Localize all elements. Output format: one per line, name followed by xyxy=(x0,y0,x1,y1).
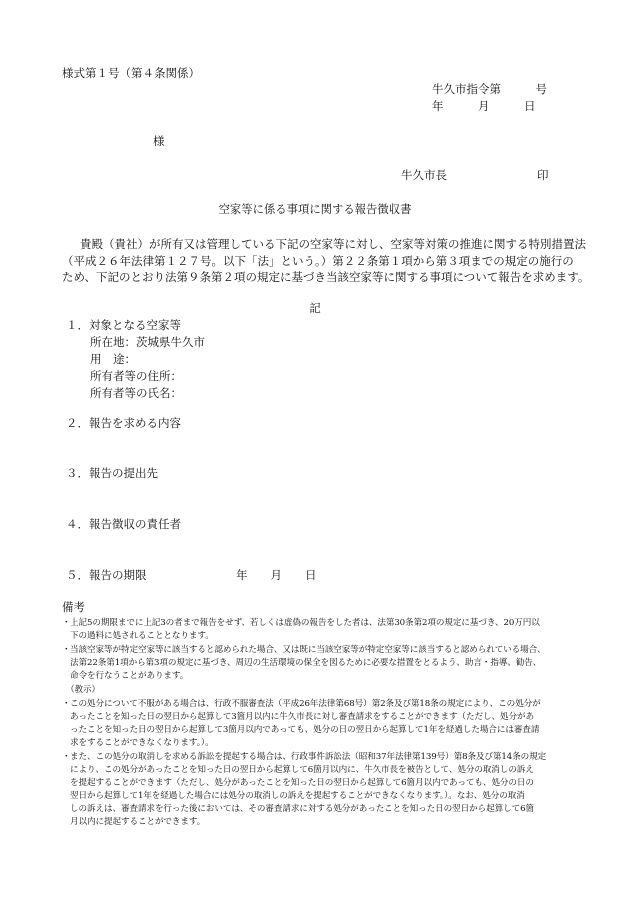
remark-line: 翌日から起算して1年を経過した場合には処分の取消しの訴えを提起することができなくなります。）。なお、処分の取消 xyxy=(70,791,525,801)
issue-date: 年 月 日 xyxy=(432,99,536,113)
remark-line: あったことを知った日の翌日から起算して3箇月以内に牛久市長に対し審査請求をすることができます（ただし、処分があ xyxy=(70,712,534,722)
deadline-date: 年 月 日 xyxy=(236,568,317,582)
remark-line: ったことを知った日の翌日から起算して3箇月以内であっても、処分の日の翌日から起算して1年を経過した場合には審査請 xyxy=(70,725,540,735)
document-number: 牛久市指令第 号 xyxy=(432,82,547,96)
remark-line: 求をすることができなくなります。）。 xyxy=(70,738,214,748)
bullet-mark: ・ xyxy=(62,699,71,709)
property-use: 用 途： xyxy=(90,352,136,366)
document-title: 空家等に係る事項に関する報告徴収書 xyxy=(218,202,412,216)
remark-line: 月以内に提起することができます。 xyxy=(70,817,206,827)
remark-line: を提起することができます（ただし、処分があったことを知った日の翌日から起算して6箇月以内であっても、処分の日の xyxy=(70,778,534,788)
item-target-property: １．対象となる空家等 xyxy=(66,318,181,332)
owner-name: 所有者等の氏名： xyxy=(90,386,182,400)
remarks-heading: 備考 xyxy=(62,600,85,614)
form-number: 様式第１号（第４条関係） xyxy=(62,66,200,80)
seal-mark: 印 xyxy=(537,168,549,182)
body-line: 貴殿（貴社）が所有又は管理している下記の空家等に対し、空家等対策の推進に関する特別措置法 xyxy=(80,237,586,251)
ki-heading: 記 xyxy=(309,301,321,315)
remark-line: 当該空家等が特定空家等に該当すると認められた場合、又は既に当該空家等が特定空家等に該当すると認められている場合、 xyxy=(70,645,546,655)
addressee-honorific: 様 xyxy=(153,134,165,148)
bullet-mark: ・ xyxy=(62,752,71,762)
item-responsible-person: ４．報告徴収の責任者 xyxy=(66,517,181,531)
remark-line: により、この処分があったことを知った日の翌日から起算して6箇月以内に、牛久市長を被告として、処分の取消しの訴え xyxy=(70,765,534,775)
bullet-mark: ・ xyxy=(62,645,71,655)
body-line: （平成２６年法律第１２７号。以下「法」という。）第２２条第１項から第３項までの規定の施行の xyxy=(62,253,574,268)
owner-address: 所有者等の住所： xyxy=(90,369,182,383)
remark-line: 下の過料に処されることとなります。 xyxy=(70,631,214,641)
remark-line: 上記5の期限までに上記3の者まで報告をせず、若しくは虚偽の報告をした者は、法第30条第2項の規定に基づき、20万円以 xyxy=(70,618,540,628)
item-deadline: ５．報告の期限 xyxy=(66,568,147,582)
remark-line: 法第22条第1項から第3項の規定に基づき、周辺の生活環境の保全を図るために必要な措置をとるよう、助言・指導、勧告、 xyxy=(70,658,542,668)
instruction-heading: （教示） xyxy=(66,685,100,695)
remark-line: しの訴えは、審査請求を行った後においては、その審査請求に対する処分があったことを知った日の翌日から起算して6箇 xyxy=(70,804,534,814)
remark-line: また、この処分の取消しを求める訴訟を提起する場合は、行政事件訴訟法（昭和37年法律第139号）第8条及び第14条の規定 xyxy=(70,752,547,762)
issuer-name: 牛久市長 xyxy=(401,168,447,182)
property-location: 所在地：茨城県牛久市 xyxy=(90,335,205,349)
body-line: ため、下記のとおり法第９条第２項の規定に基づき当該空家等に関する事項について報告を求めます。 xyxy=(62,270,590,284)
item-report-content: ２．報告を求める内容 xyxy=(66,416,181,430)
remark-line: 命令を行なうことがあります。 xyxy=(70,671,189,681)
item-submission-destination: ３．報告の提出先 xyxy=(66,466,158,480)
remark-line: この処分について不服がある場合は、行政不服審査法（平成26年法律第68号）第2条及び第18条の規定により、この処分が xyxy=(70,699,541,709)
bullet-mark: ・ xyxy=(62,618,71,628)
